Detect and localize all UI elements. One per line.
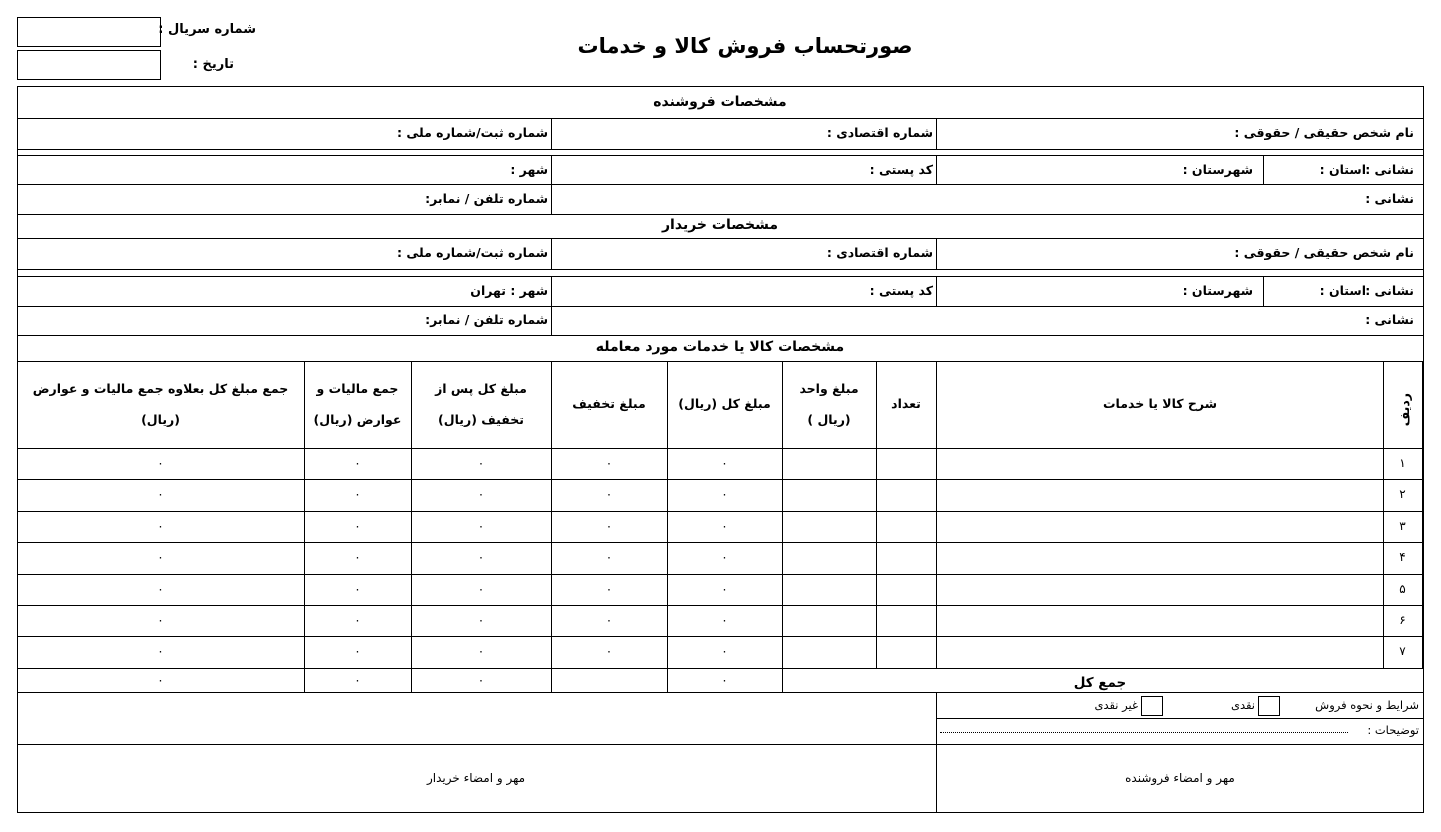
row-discount: ۰ xyxy=(605,550,613,565)
row-grand-total: ۰ xyxy=(157,456,164,470)
terms-label: شرایط و نحوه فروش xyxy=(1315,698,1419,712)
sum-after-discount: ۰ xyxy=(477,672,485,687)
cash-label: نقدی xyxy=(1230,698,1255,712)
divider xyxy=(17,238,1424,239)
row-grand-total: ۰ xyxy=(157,613,164,627)
noncash-checkbox[interactable] xyxy=(1141,696,1163,716)
divider xyxy=(17,306,1424,307)
row-number: ۲ xyxy=(1399,487,1406,502)
col-unit-price-header-2: (ریال ) xyxy=(807,412,851,427)
row-number: ۱ xyxy=(1399,456,1406,470)
buyer-registration-label: شماره ثبت/شماره ملی : xyxy=(396,245,548,260)
col-grand-header-2: (ریال) xyxy=(141,412,180,427)
row-total: ۰ xyxy=(721,456,728,470)
row-number: ۴ xyxy=(1399,550,1406,565)
sum-label: جمع کل xyxy=(1073,675,1127,691)
row-tax: ۰ xyxy=(354,456,361,470)
row-discount: ۰ xyxy=(605,487,613,502)
row-tax: ۰ xyxy=(354,613,361,627)
divider xyxy=(17,361,1424,362)
seller-section-title: مشخصات فروشنده xyxy=(653,94,787,110)
sum-grand-total: ۰ xyxy=(157,672,164,687)
divider xyxy=(936,718,1424,719)
row-total: ۰ xyxy=(721,487,728,502)
seller-registration-label: شماره ثبت/شماره ملی : xyxy=(396,125,548,140)
seller-address2-label: نشانی : xyxy=(1365,191,1414,206)
divider xyxy=(936,238,937,269)
row-number: ۳ xyxy=(1399,518,1406,533)
col-grand-header: جمع مبلغ کل بعلاوه جمع مالیات و عوارض xyxy=(32,381,289,396)
buyer-city-label: شهر : تهران xyxy=(470,283,548,298)
row-after-discount: ۰ xyxy=(477,487,485,502)
row-grand-total: ۰ xyxy=(157,550,164,565)
row-number: ۶ xyxy=(1399,613,1406,627)
seller-county-label: شهرستان : xyxy=(1182,162,1253,177)
seller-province-label: استان : xyxy=(1319,162,1366,177)
row-discount: ۰ xyxy=(605,644,613,659)
row-total: ۰ xyxy=(721,644,728,659)
divider xyxy=(17,155,1424,156)
row-discount: ۰ xyxy=(605,581,613,596)
row-grand-total: ۰ xyxy=(157,581,164,596)
divider xyxy=(17,214,1424,215)
row-grand-total: ۰ xyxy=(157,487,164,502)
seller-city-label: شهر : xyxy=(510,162,548,177)
row-discount: ۰ xyxy=(605,613,613,627)
divider xyxy=(17,118,1424,119)
divider xyxy=(17,692,1424,693)
row-tax: ۰ xyxy=(354,644,361,659)
divider xyxy=(1263,276,1264,306)
col-discount-header: مبلغ تخفیف xyxy=(572,396,646,411)
row-grand-total: ۰ xyxy=(157,644,164,659)
row-tax: ۰ xyxy=(354,550,361,565)
buyer-economic-label: شماره اقتصادی : xyxy=(826,245,933,260)
buyer-name-label: نام شخص حقیقی / حقوقی : xyxy=(1234,245,1414,260)
col-after-discount-header: مبلغ کل پس از xyxy=(435,381,527,396)
buyer-province-label: استان : xyxy=(1319,283,1366,298)
row-tax: ۰ xyxy=(354,518,361,533)
col-quantity-header: تعداد xyxy=(891,396,921,411)
notes-dotted-line[interactable] xyxy=(940,732,1348,733)
col-total-header: مبلغ کل (ریال) xyxy=(678,396,771,411)
divider xyxy=(17,269,1424,270)
noncash-label: غیر نقدی xyxy=(1094,698,1138,712)
row-number: ۷ xyxy=(1399,644,1406,659)
sum-total: ۰ xyxy=(721,672,728,687)
date-label: تاریخ : xyxy=(192,57,234,72)
divider xyxy=(1263,155,1264,184)
divider xyxy=(936,118,937,149)
divider xyxy=(17,184,1424,185)
col-tax-header-2: عوارض (ریال) xyxy=(313,412,402,427)
row-after-discount: ۰ xyxy=(477,550,485,565)
row-discount: ۰ xyxy=(605,456,613,470)
divider xyxy=(551,238,552,269)
buyer-address-label: نشانی : xyxy=(1365,283,1414,298)
row-discount: ۰ xyxy=(605,518,613,533)
divider xyxy=(936,155,937,184)
buyer-signature-label: مهر و امضاء خریدار xyxy=(426,771,526,785)
col-description-header: شرح کالا یا خدمات xyxy=(1102,396,1217,411)
buyer-section-title: مشخصات خریدار xyxy=(662,217,778,233)
divider xyxy=(936,692,937,813)
row-after-discount: ۰ xyxy=(477,518,485,533)
row-tax: ۰ xyxy=(354,487,361,502)
seller-postal-label: کد پستی : xyxy=(869,162,933,177)
buyer-county-label: شهرستان : xyxy=(1182,283,1253,298)
seller-signature-label: مهر و امضاء فروشنده xyxy=(1125,771,1235,785)
divider xyxy=(17,276,1424,277)
divider xyxy=(551,118,552,149)
date-field[interactable] xyxy=(17,50,161,80)
buyer-phone-label: شماره تلفن / نمابر: xyxy=(425,312,548,327)
buyer-postal-label: کد پستی : xyxy=(869,283,933,298)
divider xyxy=(17,149,1424,150)
row-divider xyxy=(17,668,1424,669)
row-number: ۵ xyxy=(1399,581,1406,596)
serial-number-field[interactable] xyxy=(17,17,161,47)
seller-name-label: نام شخص حقیقی / حقوقی : xyxy=(1234,125,1414,140)
page-title: صورتحساب فروش کالا و خدمات xyxy=(577,34,913,58)
col-after-discount-header-2: تخفیف (ریال) xyxy=(438,412,524,427)
divider xyxy=(17,744,1424,745)
seller-phone-label: شماره تلفن / نمابر: xyxy=(425,191,548,206)
divider xyxy=(936,276,937,306)
row-total: ۰ xyxy=(721,518,728,533)
row-total: ۰ xyxy=(721,613,728,627)
row-after-discount: ۰ xyxy=(477,644,485,659)
sum-tax: ۰ xyxy=(354,672,361,687)
cash-checkbox[interactable] xyxy=(1258,696,1280,716)
serial-number-label: شماره سریال : xyxy=(158,22,256,37)
row-after-discount: ۰ xyxy=(477,581,485,596)
seller-address-label: نشانی : xyxy=(1365,162,1414,177)
row-total: ۰ xyxy=(721,550,728,565)
buyer-address2-label: نشانی : xyxy=(1365,312,1414,327)
row-grand-total: ۰ xyxy=(157,518,164,533)
divider xyxy=(17,335,1424,336)
row-total: ۰ xyxy=(721,581,728,596)
row-after-discount: ۰ xyxy=(477,456,485,470)
notes-label: توضیحات : xyxy=(1367,723,1419,737)
col-tax-header: جمع مالیات و xyxy=(316,381,399,396)
col-row-header: ردیف xyxy=(1397,393,1412,427)
row-tax: ۰ xyxy=(354,581,361,596)
col-unit-price-header: مبلغ واحد xyxy=(799,381,859,396)
seller-economic-label: شماره اقتصادی : xyxy=(826,125,933,140)
items-section-title: مشخصات کالا یا خدمات مورد معامله xyxy=(595,339,845,355)
row-after-discount: ۰ xyxy=(477,613,485,627)
